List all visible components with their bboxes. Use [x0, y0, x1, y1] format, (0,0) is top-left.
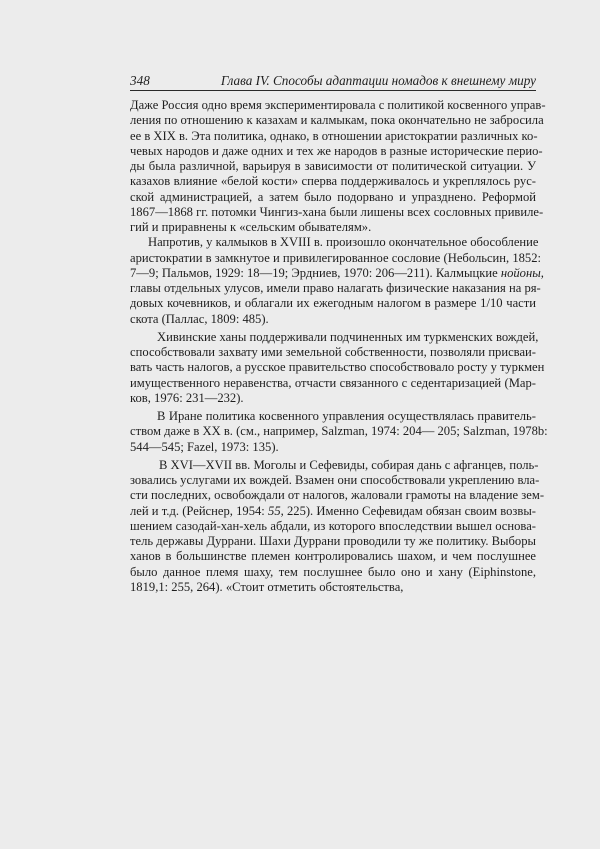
- paragraph-mughals: [130, 457, 545, 595]
- text-line: Даже Россия одно время экспериментировала с политикой косвенного управ-: [130, 98, 546, 112]
- text-line: ской администрацией, а затем было подорвано и упразднено. Реформой: [130, 189, 536, 204]
- text-line: шением сазодай-хан-хель абдали, из которого впоследствии вышел основа-: [130, 518, 536, 533]
- text-line: способствовали захвату ими земельной собственности, позволяли присваи-: [130, 345, 536, 359]
- paragraph-russia: [130, 98, 546, 235]
- text-line: ством даже в XX в. (см., например, Salzman, 1974: 204— 205; Salzman, 1978b:: [130, 424, 548, 439]
- running-head: Глава IV. Способы адаптации номадов к внешнему миру: [220, 73, 536, 88]
- paragraph-iran: [130, 409, 548, 455]
- text-line: ды была различной, варьируя в зависимости от политической ситуации. У: [130, 159, 536, 173]
- paragraph-kalmyks: [130, 235, 544, 327]
- text-line: имущественного неравенства, отчасти связанного с седентаризацией (Мар-: [130, 375, 536, 390]
- text-line: В XVI—XVII вв. Моголы и Сефевиды, собирая дань с афганцев, поль-: [159, 457, 539, 472]
- paragraph-khiva: [130, 329, 545, 406]
- text-line: [130, 265, 544, 281]
- text-line: гий и приравнены к «сельским обывателям».: [130, 220, 372, 234]
- page-body: [130, 98, 548, 595]
- text-line: довых кочевников, и облагали их ежегодным налогом в размере 1/10 части: [130, 296, 536, 311]
- text-line: чевых народов и даже одних и тех же народов в разные исторические перио-: [130, 143, 543, 158]
- text-line: тель державы Дуррани. Шахи Дуррани проводили ту же политику. Выборы: [130, 534, 536, 548]
- text-line: сти последних, освобождали от налогов, жаловали грамоты на владение зем-: [130, 488, 545, 503]
- text-line: было данное племя шаху, тем послушнее было оно и хану (Eiphinstone,: [130, 564, 536, 579]
- text-segment: 225). Именно Сефевидам обязан своим возвы-: [286, 503, 536, 518]
- text-line: скота (Паллас, 1809: 485).: [130, 311, 269, 326]
- page-number: 348: [130, 73, 150, 88]
- text-line: 1867—1868 гг. потомки Чингиз-хана были лишены всех сословных привиле-: [130, 204, 544, 219]
- text-line: вать часть налогов, а русское правительство способствовало росту у туркмен: [130, 360, 545, 375]
- text-line: 1819,1: 255, 264). «Стоит отметить обстоятельства,: [130, 579, 404, 594]
- text-line: зовались услугами их вождей. Взамен они способствовали укреплению вла-: [130, 473, 540, 487]
- text-line: Напротив, у калмыков в XVIII в. произошло окончательное обособление: [148, 235, 539, 250]
- page-header: [130, 72, 536, 91]
- text-line: казахов влияние «белой кости» сперва поддерживалось и укреплялось рус-: [130, 174, 536, 189]
- text-line: В Иране политика косвенного управления осуществлялась правитель-: [157, 409, 536, 423]
- text-line: ления по отношению к казахам и калмыкам, пока окончательно не забросила: [130, 113, 544, 128]
- text-line: ханов в большинстве племен контролировались шахом, и чем послушнее: [130, 549, 536, 564]
- text-segment: лей и т.д. (Рейснер, 1954:: [130, 503, 265, 518]
- text-line: главы отдельных улусов, имели право налагать физические наказания на ря-: [130, 281, 541, 295]
- text-line: [130, 504, 536, 519]
- italic-term: 55,: [268, 503, 284, 518]
- text-line: ков, 1976: 231—232).: [130, 390, 244, 405]
- text-line: ее в XIX в. Эта политика, однако, в отношении аристократии различных ко-: [130, 128, 538, 143]
- italic-term: нойоны,: [500, 265, 544, 280]
- text-line: Хивинские ханы поддерживали подчиненных им туркменских вождей,: [157, 329, 539, 344]
- text-segment: 7—9; Пальмов, 1929: 18—19; Эрдниев, 1970: 206—211). Калмыцкие: [130, 265, 498, 280]
- text-line: 544—545; Fazel, 1973: 135).: [130, 439, 279, 454]
- text-line: аристократии в замкнутое и привилегированное сословие (Небольсин, 1852:: [130, 250, 542, 265]
